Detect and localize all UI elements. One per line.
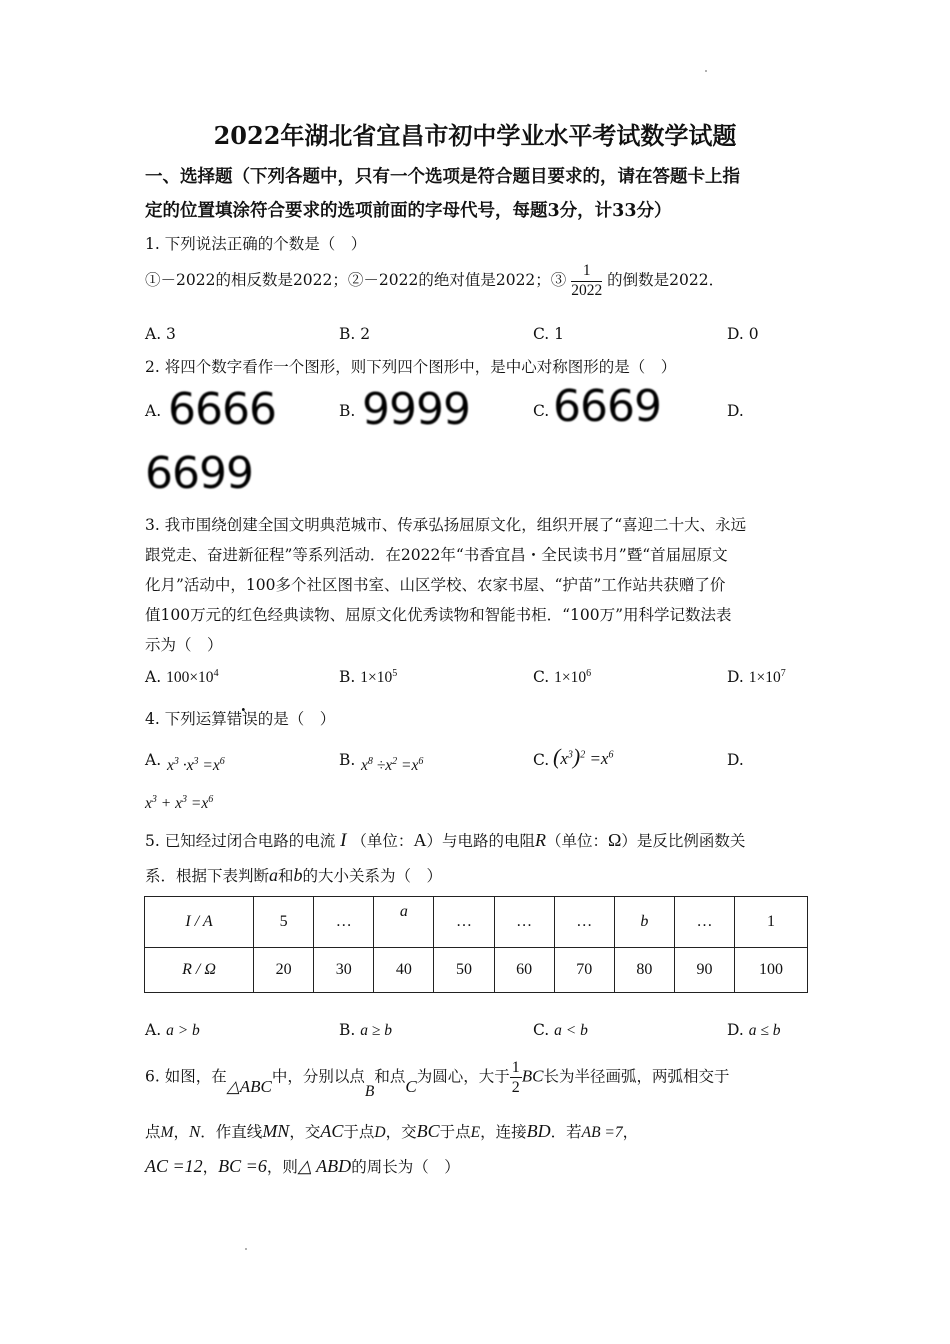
q2-figure-a: 6666 — [168, 384, 276, 435]
q6-point-n: N — [188, 1122, 201, 1141]
exam-title: 2022年湖北省宜昌市初中学业水平考试数学试题 — [213, 121, 737, 150]
q6-text: 6. 如图，在 — [145, 1067, 227, 1086]
q3-option-a-label: A. — [145, 668, 162, 687]
q6-ab-equals-7: AB =7 — [581, 1124, 623, 1141]
table-cell: 90 — [674, 948, 734, 993]
table-cell: 20 — [254, 948, 314, 993]
q5-text: 和 — [278, 867, 294, 885]
q5-var-a: a — [269, 865, 279, 885]
q5-text: 5. 已知经过闭合电路的电流 — [145, 832, 336, 850]
table-cell: b — [614, 897, 674, 948]
q6-line-mn: MN — [262, 1121, 290, 1141]
q4-option-a-expr: $x^3 \cdot x^3 =x^6$ — [167, 756, 225, 775]
q4-stem-a: 4. 下列运算 — [145, 710, 227, 728]
table-cell: 80 — [614, 948, 674, 993]
scan-speck — [705, 70, 707, 72]
q4-option-a-label[interactable]: A. — [145, 751, 162, 769]
q2-figure-c: 6669 — [553, 381, 661, 432]
q5-option-a[interactable] — [145, 1021, 200, 1040]
q2-option-b-label[interactable]: B. — [339, 402, 356, 420]
q5-option-a-label: A. — [145, 1021, 162, 1039]
q3-line: 化月”活动中，100多个社区图书室、山区学校、农家书屋、“护苗”工作站共获赠了价 — [145, 576, 726, 594]
q2-option-d-label[interactable]: D. — [727, 402, 744, 420]
q6-segment-ac: AC — [320, 1121, 344, 1141]
q5-unit-ohm: Ω — [607, 830, 622, 850]
q6-text: ．若 — [550, 1123, 582, 1141]
q5-line1 — [145, 829, 745, 852]
table-cell: 50 — [434, 948, 494, 993]
q4-stem-emphasis: 错误 — [226, 710, 258, 728]
table-cell: 30 — [314, 948, 374, 993]
q5-option-d-expr: a ≤ b — [748, 1022, 781, 1039]
q6-text: ，连接 — [480, 1123, 527, 1141]
q6-text: ，交 — [289, 1123, 321, 1141]
q6-frac-num: 1 — [510, 1058, 522, 1078]
section-heading-line2: 定的位置填涂符合要求的选项前面的字母代号，每题3分，计33分） — [145, 201, 672, 221]
q3-option-c[interactable] — [533, 668, 591, 687]
q6-triangle-abd: △ ABD — [297, 1156, 352, 1176]
q5-option-a-expr: a > b — [166, 1022, 200, 1039]
table-row — [145, 897, 808, 948]
q5-option-c-expr: a < b — [554, 1022, 588, 1039]
q6-text: 点 — [145, 1123, 161, 1141]
q6-text: 于点 — [343, 1123, 375, 1141]
q5-data-table — [144, 896, 808, 993]
table-cell: 100 — [735, 948, 808, 993]
q3-option-c-label: C. — [533, 668, 550, 687]
q5-option-b-label: B. — [339, 1021, 356, 1039]
q2-figure-d: 6699 — [145, 448, 253, 499]
q6-text: ，则 — [266, 1158, 298, 1176]
table-cell: … — [314, 897, 374, 948]
q6-half-fraction — [510, 1058, 522, 1097]
q5-option-c-label: C. — [533, 1021, 550, 1039]
q5-var-I: I — [340, 830, 347, 851]
q2-option-c-label[interactable]: C. — [533, 402, 550, 420]
q6-text: ．作直线 — [200, 1123, 263, 1141]
q1-text-b: 的倒数是2022． — [607, 271, 725, 290]
q5-option-b-expr: a ≥ b — [360, 1022, 393, 1039]
q1-frac-num: 1 — [571, 262, 602, 282]
q3-option-b-exp: 5 — [392, 668, 398, 679]
q4-option-c-label[interactable]: C. — [533, 751, 550, 769]
q5-text: ）是反比例函数关 — [621, 832, 746, 850]
q3-option-b-base: 1×10 — [360, 669, 393, 687]
q1-option-b[interactable]: B. 2 — [339, 325, 371, 343]
q4-stem — [145, 707, 335, 729]
q4-option-b-expr: $x^8 \div x^2 =x^6$ — [361, 756, 424, 775]
q5-text: （单位： — [545, 832, 608, 850]
q6-triangle-abc: △ABC — [226, 1076, 272, 1096]
q6-point-m: M — [160, 1124, 174, 1141]
q6-line2 — [145, 1120, 638, 1142]
q1-option-a[interactable]: A. 3 — [145, 325, 176, 343]
q3-option-a-exp: 4 — [213, 668, 219, 679]
table-cell: 5 — [254, 897, 314, 948]
q5-var-b: b — [293, 865, 303, 885]
q3-option-c-exp: 6 — [586, 668, 592, 679]
q5-line2 — [145, 864, 442, 886]
q5-text: 的大小关系为（ ） — [302, 867, 443, 885]
q2-stem: 2. 将四个数字看作一个图形，则下列四个图形中，是中心对称图形的是（ ） — [145, 358, 677, 376]
q1-statements — [145, 262, 724, 300]
q3-option-b[interactable] — [339, 668, 397, 687]
q6-text: ， — [202, 1158, 219, 1176]
q6-point-b: B — [364, 1082, 375, 1100]
q1-text-a: ①－2022的相反数是2022；②－2022的绝对值是2022；③ — [145, 271, 567, 290]
q3-line: 值100万元的红色经典读物、屈原文化优秀读物和智能书柜．“100万”用科学记数法表 — [145, 606, 732, 624]
table-cell: 40 — [374, 948, 434, 993]
q6-text: 为圆心，大于 — [416, 1067, 510, 1086]
table-cell: I / A — [145, 897, 254, 948]
table-cell: … — [674, 897, 734, 948]
q6-line3 — [145, 1155, 460, 1177]
table-row — [145, 948, 808, 993]
q6-text: 的周长为（ ） — [351, 1158, 460, 1176]
q2-figure-b: 9999 — [362, 384, 470, 435]
q6-point-e: E — [470, 1124, 481, 1141]
section-heading-line1: 一、选择题（下列各题中，只有一个选项是符合题目要求的，请在答题卡上指 — [145, 167, 740, 187]
q3-option-d[interactable] — [727, 668, 786, 687]
q2-option-a-label[interactable]: A. — [145, 402, 162, 420]
q3-line: 示为（ ） — [145, 636, 223, 654]
scan-speck — [245, 1248, 247, 1250]
table-cell: a — [374, 897, 434, 948]
q6-text: 中，分别以点 — [271, 1067, 365, 1086]
q5-text: （单位： — [351, 832, 414, 850]
q5-option-c[interactable] — [533, 1021, 588, 1040]
q5-option-b[interactable] — [339, 1021, 392, 1040]
q3-option-d-exp: 7 — [780, 668, 786, 679]
q6-ac-equals-12: AC =12 — [145, 1156, 203, 1176]
table-cell: R / Ω — [145, 948, 254, 993]
q1-frac-den: 2022 — [571, 281, 603, 299]
q4-option-d-expr: $x^3 + x^3 =x^6$ — [145, 794, 214, 813]
q5-unit-A: A — [413, 830, 427, 850]
q6-text: 于点 — [439, 1123, 471, 1141]
q4-option-d-label[interactable]: D. — [727, 751, 744, 769]
q3-line: 3. 我市围绕创建全国文明典范城市、传承弘扬屈原文化，组织开展了“喜迎二十大、永远 — [145, 516, 747, 534]
q4-option-c-expr: $(x^3)^2 =x^6$ — [553, 744, 614, 769]
q6-line1 — [145, 1058, 730, 1100]
q6-frac-den: 2 — [511, 1079, 520, 1097]
q6-text: 和点 — [374, 1067, 406, 1086]
q6-segment-bd: BD — [526, 1121, 551, 1141]
q5-option-d[interactable] — [727, 1021, 781, 1040]
q4-option-b-label[interactable]: B. — [339, 751, 356, 769]
q3-option-a-base: 100×10 — [166, 669, 214, 687]
q5-var-R: R — [534, 830, 546, 850]
q5-text: ）与电路的电阻 — [426, 832, 535, 850]
q3-option-d-base: 1×10 — [748, 669, 781, 687]
q3-option-c-base: 1×10 — [554, 669, 587, 687]
q6-bc-equals-6: BC =6 — [218, 1156, 267, 1176]
q3-option-d-label: D. — [727, 668, 744, 687]
q3-option-b-label: B. — [339, 668, 356, 687]
q3-option-a[interactable] — [145, 668, 219, 687]
q5-text: 系．根据下表判断 — [145, 867, 270, 885]
q1-option-c[interactable]: C. 1 — [533, 325, 565, 343]
table-cell: … — [434, 897, 494, 948]
q3-line: 跟党走、奋进新征程”等系列活动．在2022年“书香宜昌・全民读书月”暨“首届屈原文 — [145, 546, 728, 564]
q6-text: ， — [173, 1123, 189, 1141]
q6-segment-bc-2: BC — [416, 1121, 440, 1141]
q6-text: ，交 — [385, 1123, 417, 1141]
q4-stem-b: 的是（ ） — [257, 710, 336, 728]
q6-text: 长为半径画弧，两弧相交于 — [543, 1067, 730, 1086]
q1-stem: 1. 下列说法正确的个数是（ ） — [145, 235, 367, 253]
q6-point-c: C — [405, 1076, 417, 1096]
table-cell: … — [494, 897, 554, 948]
q6-text: ， — [622, 1123, 639, 1141]
q6-segment-bc: BC — [521, 1066, 544, 1086]
table-cell: 70 — [554, 948, 614, 993]
table-cell: … — [554, 897, 614, 948]
table-cell: 1 — [735, 897, 808, 948]
q1-option-d[interactable]: D. 0 — [727, 325, 759, 343]
q5-option-d-label: D. — [727, 1021, 744, 1039]
q6-point-d: D — [374, 1124, 386, 1141]
q1-fraction — [571, 262, 602, 300]
table-cell: 60 — [494, 948, 554, 993]
